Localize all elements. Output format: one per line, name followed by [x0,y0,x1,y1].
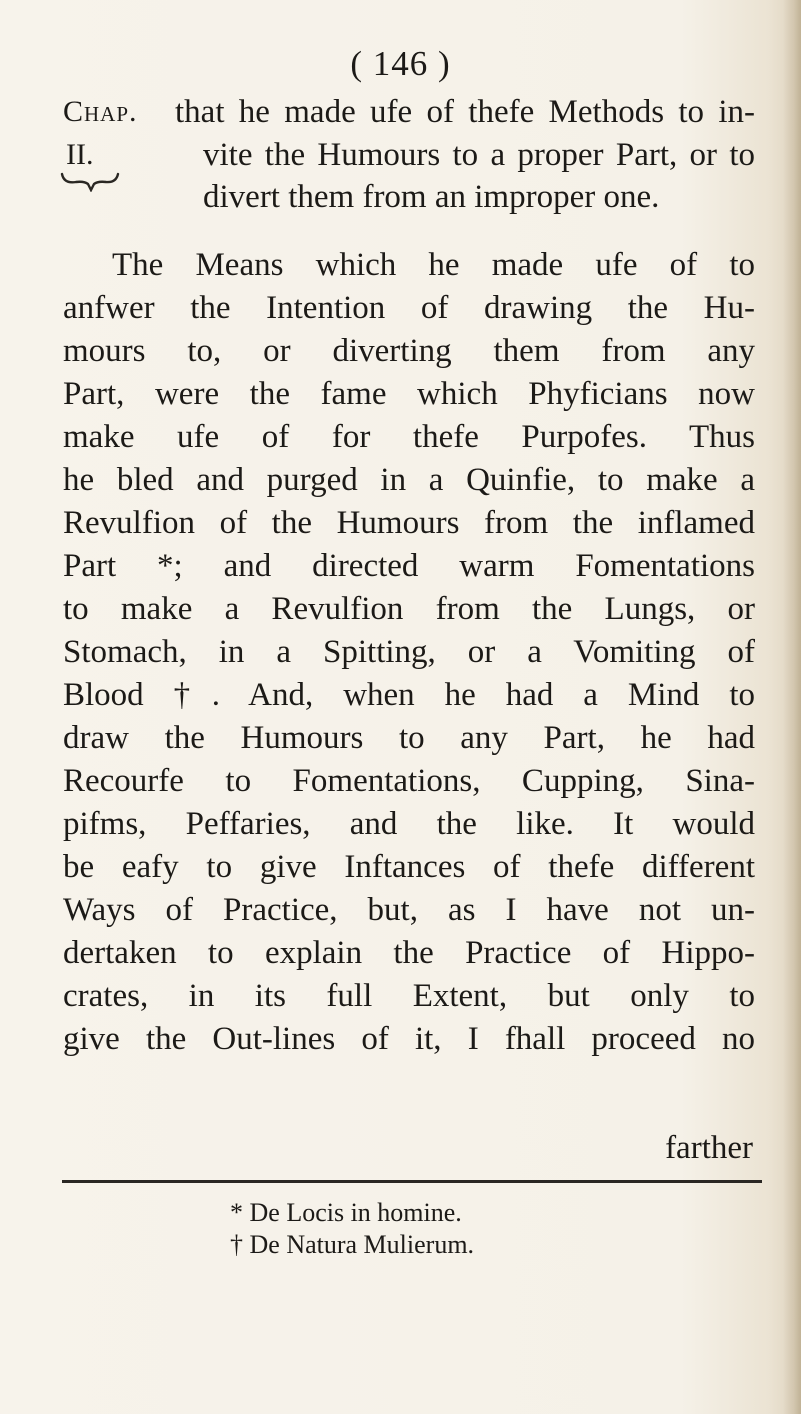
text-line: vite the Humours to a proper Part, or to [203,137,755,173]
text-line: Ways of Practice, but, as I have not un- [63,892,755,928]
text-line: Part, were the fame which Phyficians now [63,376,755,412]
catchword: farther [665,1130,753,1166]
text-line: pifms, Peffaries, and the like. It would [63,806,755,842]
text-line: anfwer the Intention of drawing the Hu- [63,290,755,326]
page-number: ( 146 ) [350,44,451,83]
text-line: give the Out-lines of it, I fhall proceed no [63,1021,755,1057]
text-line: he bled and purged in a Quinfie, to make a [63,462,755,498]
footnote: * De Locis in homine. [230,1198,462,1227]
text-line: draw the Humours to any Part, he had [63,720,755,756]
margin-brace-icon [60,170,120,192]
text-line: be eafy to give Inftances of thefe different [63,849,755,885]
text-line: Blood †. And, when he had a Mind to [63,677,755,713]
text-line: crates, in its full Extent, but only to [63,978,755,1014]
footnote: † De Natura Mulierum. [230,1230,475,1259]
text-line: Revulfion of the Humours from the inflamed [63,505,755,541]
text-line: The Means which he made ufe of to [112,247,755,283]
text-line: Recourfe to Fomentations, Cupping, Sina- [63,763,755,799]
text-line: to make a Revulfion from the Lungs, or [63,591,755,627]
text-line: Part *; and directed warm Fomentations [63,548,755,584]
text-line: that he made ufe of thefe Methods to in- [175,94,755,130]
chapter-label: Chap. [63,95,138,128]
text-line: mours to, or diverting them from any [63,333,755,369]
page-edge-shadow [783,0,801,1414]
text-line: divert them from an improper one. [203,179,660,215]
text-line: make ufe of for thefe Purpofes. Thus [63,419,755,455]
text-line: dertaken to explain the Practice of Hippo- [63,935,755,971]
footnote-rule [62,1180,762,1183]
chapter-number: II. [66,138,94,171]
text-line: Stomach, in a Spitting, or a Vomiting of [63,634,755,670]
